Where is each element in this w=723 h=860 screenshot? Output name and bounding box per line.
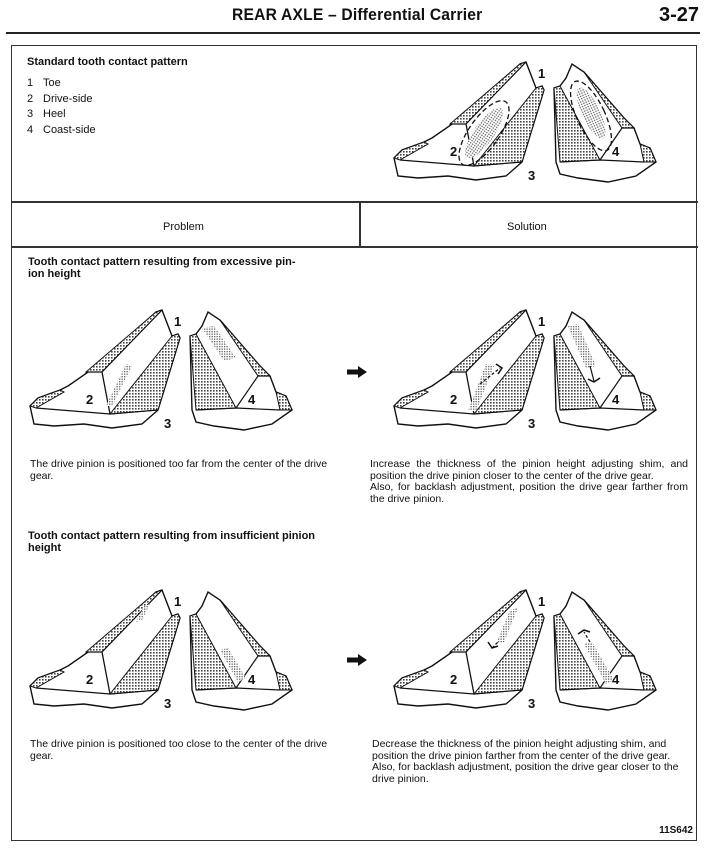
table-divider-bottom: [11, 246, 698, 248]
label-heel: 3: [528, 416, 536, 431]
label-toe: 1: [538, 66, 546, 81]
label-toe: 1: [538, 314, 546, 329]
legend-item: 2 Drive-side: [27, 92, 93, 105]
label-coast-side: 4: [248, 392, 256, 407]
solution-text-excessive: Increase the thickness of the pinion height adjusting shim, and position the drive pinion closer to the center of the drive gear. Also, for backlash adjustment, position the drive gear farther from the drive pinion.: [370, 458, 688, 505]
insufficient-problem-gear-figure: [24, 586, 314, 721]
label-toe: 1: [538, 594, 546, 609]
standard-gear-figure: [388, 58, 678, 193]
legend-item: 3 Heel: [27, 108, 66, 120]
label-drive-side: 2: [450, 144, 458, 159]
standard-pattern-title: Standard tooth contact pattern: [27, 56, 188, 68]
problem-text-excessive: The drive pinion is positioned too far from the center of the drive gear.: [30, 458, 328, 482]
solution-column-header: Solution: [507, 221, 547, 233]
label-heel: 3: [528, 696, 536, 711]
label-toe: 1: [174, 594, 182, 609]
right-arrow-icon: [347, 366, 367, 378]
insufficient-solution-gear-figure: [388, 586, 678, 721]
label-coast-side: 4: [612, 672, 620, 687]
excessive-problem-gear-figure: [24, 306, 314, 441]
label-coast-side: 4: [248, 672, 256, 687]
figure-code: 11S642: [659, 825, 693, 836]
header-rule: [6, 32, 700, 34]
label-drive-side: 2: [86, 392, 94, 407]
label-toe: 1: [174, 314, 182, 329]
page-title: REAR AXLE – Differential Carrier: [232, 5, 483, 24]
problem-text-insufficient: The drive pinion is positioned too close to the center of the drive gear.: [30, 738, 328, 762]
label-coast-side: 4: [612, 392, 620, 407]
section-title-insufficient: Tooth contact pattern resulting from insufficient pinion height: [28, 530, 316, 554]
label-drive-side: 2: [450, 672, 458, 687]
label-heel: 3: [164, 416, 172, 431]
right-arrow-icon: [347, 654, 367, 666]
legend-list: [27, 76, 96, 138]
solution-text-insufficient: Decrease the thickness of the pinion height adjusting shim, and position the drive pinion farther from the center of the drive gear. Also, for backlash adjustment, position the drive gear closer to the drive pinion.: [372, 738, 679, 785]
legend-item: 4 Coast-side: [27, 123, 96, 136]
legend-item: 1 Toe: [27, 77, 61, 89]
section-title-excessive: Tooth contact pattern resulting from excessive pin- ion height: [28, 256, 296, 280]
column-divider: [359, 201, 361, 247]
label-coast-side: 4: [612, 144, 620, 159]
label-drive-side: 2: [86, 672, 94, 687]
label-heel: 3: [528, 168, 536, 183]
label-heel: 3: [164, 696, 172, 711]
problem-column-header: Problem: [163, 221, 204, 233]
excessive-solution-gear-figure: [388, 306, 678, 441]
label-drive-side: 2: [450, 392, 458, 407]
page-number: 3-27: [658, 4, 699, 26]
table-divider-top: [11, 201, 698, 203]
